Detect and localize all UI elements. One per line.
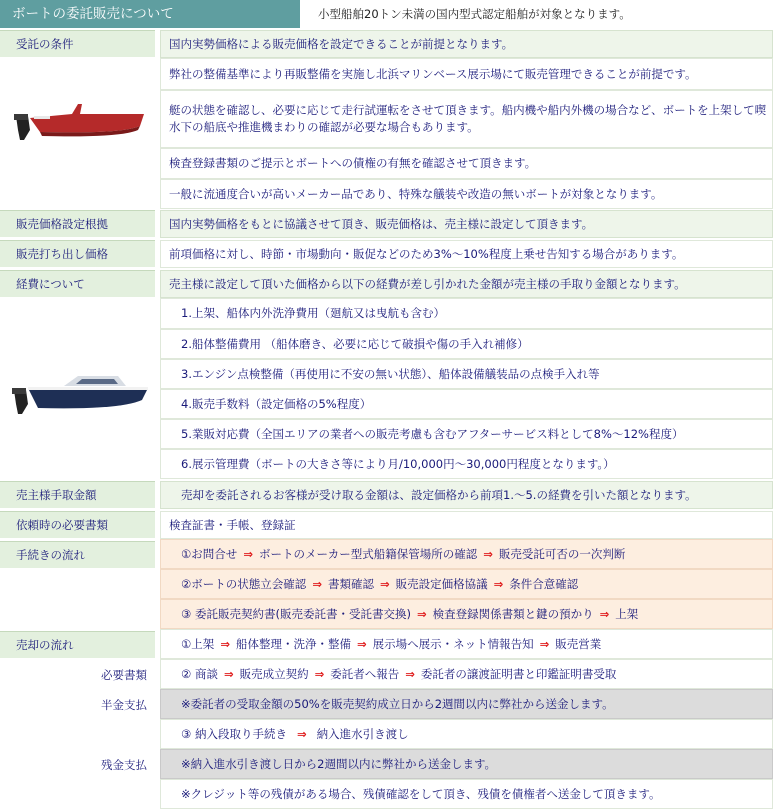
expense-item-2: 2.船体整備費用 （船体磨き、必要に応じて破損や傷の手入れ補修） (160, 329, 773, 359)
delivery-a: ③ 納入段取り手続き (181, 726, 287, 741)
expense-item-3: 3.エンジン点検整備（再使用に不安の無い状態）、船体設備艤装品の点検手入れ等 (160, 359, 773, 389)
procedure-1-c: 販売受託可否の一次判断 (498, 546, 626, 561)
header-bar (0, 0, 775, 28)
red-boat-image (12, 100, 152, 150)
sale-2-d: 委託者の譲渡証明書と印鑑証明書受取 (420, 666, 617, 681)
label-expenses: 経費について (0, 270, 155, 298)
expenses-intro: 売主様に設定して頂いた価格から以下の経費が差し引かれた金額が売主様の手取り金額となります。 (160, 270, 773, 298)
procedure-2-d: 条件合意確認 (509, 576, 579, 591)
sale-1-c: 展示場へ展示・ネット情報告知 (372, 636, 534, 651)
label-sale-flow: 売却の流れ (0, 631, 155, 659)
label-conditions: 受託の条件 (0, 30, 155, 58)
arrow-icon: ⇒ (539, 636, 550, 651)
arrow-icon: ⇒ (223, 666, 234, 681)
sale-2-c: 委託者へ報告 (330, 666, 400, 681)
label-balance-payment: 残金支払 (101, 758, 147, 772)
arrow-icon: ⇒ (483, 546, 493, 561)
listing-price-text: 前項価格に対し、時節・市場動向・販促などのため3%～10%程度上乗せ告知する場合があります。 (160, 240, 773, 268)
arrow-icon: ⇒ (296, 726, 307, 741)
sale-2-b: 販売成立契約 (239, 666, 309, 681)
label-half-payment: 半金支払 (101, 698, 147, 712)
sale-1-a: ①上架 (181, 636, 215, 651)
procedure-1-a: ①お問合せ (181, 546, 238, 561)
procedure-step-1 (160, 539, 773, 569)
arrow-icon: ⇒ (493, 576, 504, 591)
navy-boat-image (8, 370, 156, 422)
procedure-3-c: 上架 (615, 606, 639, 621)
sale-1-d: 販売営業 (555, 636, 602, 651)
procedure-1-b: ボートのメーカー型式船籍保管場所の確認 (258, 546, 478, 561)
condition-4: 検査登録書類のご提示とボートへの債権の有無を確認させて頂きます。 (160, 148, 773, 179)
arrow-icon: ⇒ (599, 606, 610, 621)
net-amount-text: 売却を委託されるお客様が受け取る金額は、設定価格から前項1.～5.の経費を引いた額となります。 (160, 481, 773, 509)
procedure-step-3 (160, 599, 773, 629)
arrow-icon: ⇒ (243, 546, 253, 561)
expense-item-6: 6.展示管理費（ボートの大きさ等により月/10,000円～30,000円程度となります。） (160, 449, 773, 479)
delivery-b: 納入進水引き渡し (316, 726, 409, 741)
delivery-step (160, 719, 773, 749)
procedure-step-2 (160, 569, 773, 599)
arrow-icon: ⇒ (405, 666, 415, 681)
label-net-amount: 売主様手取金額 (0, 481, 155, 509)
expense-item-5: 5.業販対応費（全国エリアの業者への販売考慮も含むアフターサービス料として8%～12%程度） (160, 419, 773, 449)
label-listing-price: 販売打ち出し価格 (0, 240, 155, 268)
price-basis-text: 国内実勢価格をもとに協議させて頂き、販売価格は、売主様に設定して頂きます。 (160, 210, 773, 238)
condition-3: 艇の状態を確認し、必要に応じて走行試運転をさせて頂きます。船内機や船内外機の場合など、ボートを上架して喫水下の船底や推進機まわりの確認が必要な場合もあります。 (160, 90, 773, 148)
credit-note-text: ※クレジット等の残債がある場合、残債確認をして頂き、残債を債権者へ送金して頂きます。 (160, 779, 773, 809)
condition-2: 弊社の整備基準により再販整備を実施し北浜マリンベース展示場にて販売管理できることが前提です。 (160, 58, 773, 90)
label-procedure: 手続きの流れ (0, 541, 155, 569)
sale-2-a: ② 商談 (181, 666, 218, 681)
expense-item-4: 4.販売手数料（設定価格の5%程度） (160, 389, 773, 419)
condition-5: 一般に流通度合いが高いメーカー品であり、特殊な艤装や改造の無いボートが対象となります。 (160, 179, 773, 209)
required-documents-text: 検査証書・手帳、登録証 (160, 511, 773, 539)
sale-step-2 (160, 659, 773, 689)
condition-1: 国内実勢価格による販売価格を設定できることが前提となります。 (160, 30, 773, 58)
procedure-2-b: 書類確認 (327, 576, 374, 591)
expense-item-1: 1.上架、船体内外洗浄費用（廻航又は曳航も含む） (160, 298, 773, 329)
procedure-3-a: ③ 委託販売契約書(販売委託書・受託書交換) (181, 606, 411, 621)
arrow-icon: ⇒ (312, 576, 322, 591)
sale-1-b: 船体整理・洗浄・整備 (235, 636, 351, 651)
page-title: ボートの委託販売について (0, 0, 300, 28)
label-required-docs: 必要書類 (101, 668, 147, 682)
arrow-icon: ⇒ (220, 636, 230, 651)
balance-payment-text: ※納入進水引き渡し日から2週間以内に弊社から送金します。 (160, 749, 773, 779)
label-required-documents: 依頼時の必要書類 (0, 511, 155, 539)
label-price-basis: 販売価格設定根拠 (0, 210, 155, 238)
sale-step-1 (160, 629, 773, 659)
arrow-icon: ⇒ (356, 636, 367, 651)
arrow-icon: ⇒ (314, 666, 325, 681)
header-note: 小型船舶20トン未満の国内型式認定船舶が対象となります。 (318, 7, 631, 21)
procedure-2-a: ②ボートの状態立会確認 (181, 576, 307, 591)
procedure-3-b: 検査登録関係書類と鍵の預かり (432, 606, 594, 621)
procedure-2-c: 販売設定価格協議 (395, 576, 488, 591)
half-payment-text: ※委託者の受取金額の50%を販売契約成立日から2週間以内に弊社から送金します。 (160, 689, 773, 719)
arrow-icon: ⇒ (379, 576, 390, 591)
arrow-icon: ⇒ (416, 606, 427, 621)
